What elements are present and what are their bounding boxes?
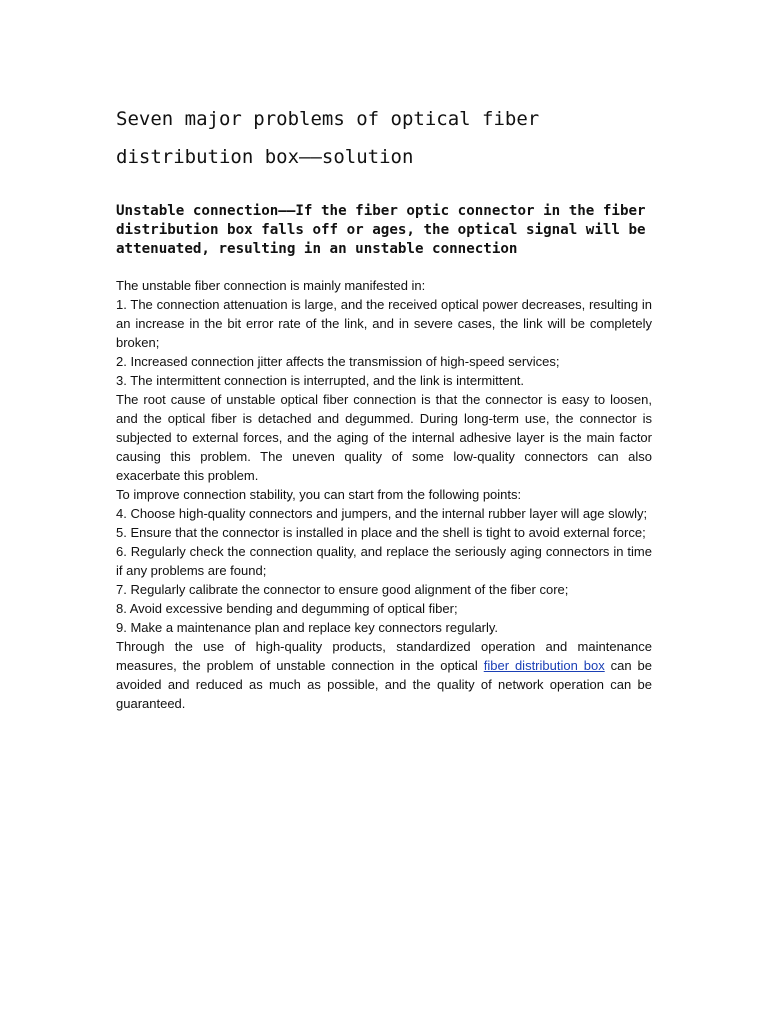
list-item: 2. Increased connection jitter affects the transmission of high-speed services; bbox=[116, 354, 560, 369]
paragraph: The root cause of unstable optical fiber connection is that the connector is easy to loosen, and the optical fiber is detached and degummed. During long-term use, the connector is subjected to external forces, and the aging of the internal adhesive layer is the main factor causing this problem. The uneven quality of some low-quality connectors can also exacerbate this problem. bbox=[116, 392, 652, 483]
list-item: 4. Choose high-quality connectors and jumpers, and the internal rubber layer will age slowly; bbox=[116, 506, 648, 521]
fiber-distribution-box-link[interactable]: fiber distribution box bbox=[483, 658, 605, 673]
list-item: 7. Regularly calibrate the connector to ensure good alignment of the fiber core; bbox=[116, 582, 569, 597]
document-title: Seven major problems of optical fiber distribution box——solution bbox=[116, 108, 540, 168]
list-item: 6. Regularly check the connection quality, and replace the seriously aging connectors in time if any problems are found; bbox=[116, 544, 652, 578]
closing-text-before-link: Through the use of high-quality products, standardized operation and maintenance measures, the problem of unstable connection in the optical bbox=[116, 639, 652, 673]
list-item: 8. Avoid excessive bending and degumming of optical fiber; bbox=[116, 601, 458, 616]
closing-text-after-link: can be avoided and reduced as much as possible, and the quality of network operation can be guaranteed. bbox=[116, 658, 652, 711]
list-item: 5. Ensure that the connector is installed in place and the shell is tight to avoid external force; bbox=[116, 525, 646, 540]
list-item: 9. Make a maintenance plan and replace key connectors regularly. bbox=[116, 620, 499, 635]
paragraph: To improve connection stability, you can start from the following points: bbox=[116, 487, 522, 502]
list-item: 1. The connection attenuation is large, and the received optical power decreases, resulting in an increase in the bit error rate of the link, and in severe cases, the link will be completely broken; bbox=[116, 297, 652, 350]
list-item: 3. The intermittent connection is interrupted, and the link is intermittent. bbox=[116, 373, 525, 388]
article-body bbox=[116, 276, 652, 713]
paragraph: The unstable fiber connection is mainly manifested in: bbox=[116, 278, 426, 293]
closing-paragraph bbox=[116, 637, 652, 713]
section-heading: Unstable connection——If the fiber optic connector in the fiber distribution box falls off or ages, the optical signal will be attenuated, resulting in an unstable connection bbox=[116, 203, 646, 257]
document-page bbox=[116, 100, 652, 713]
